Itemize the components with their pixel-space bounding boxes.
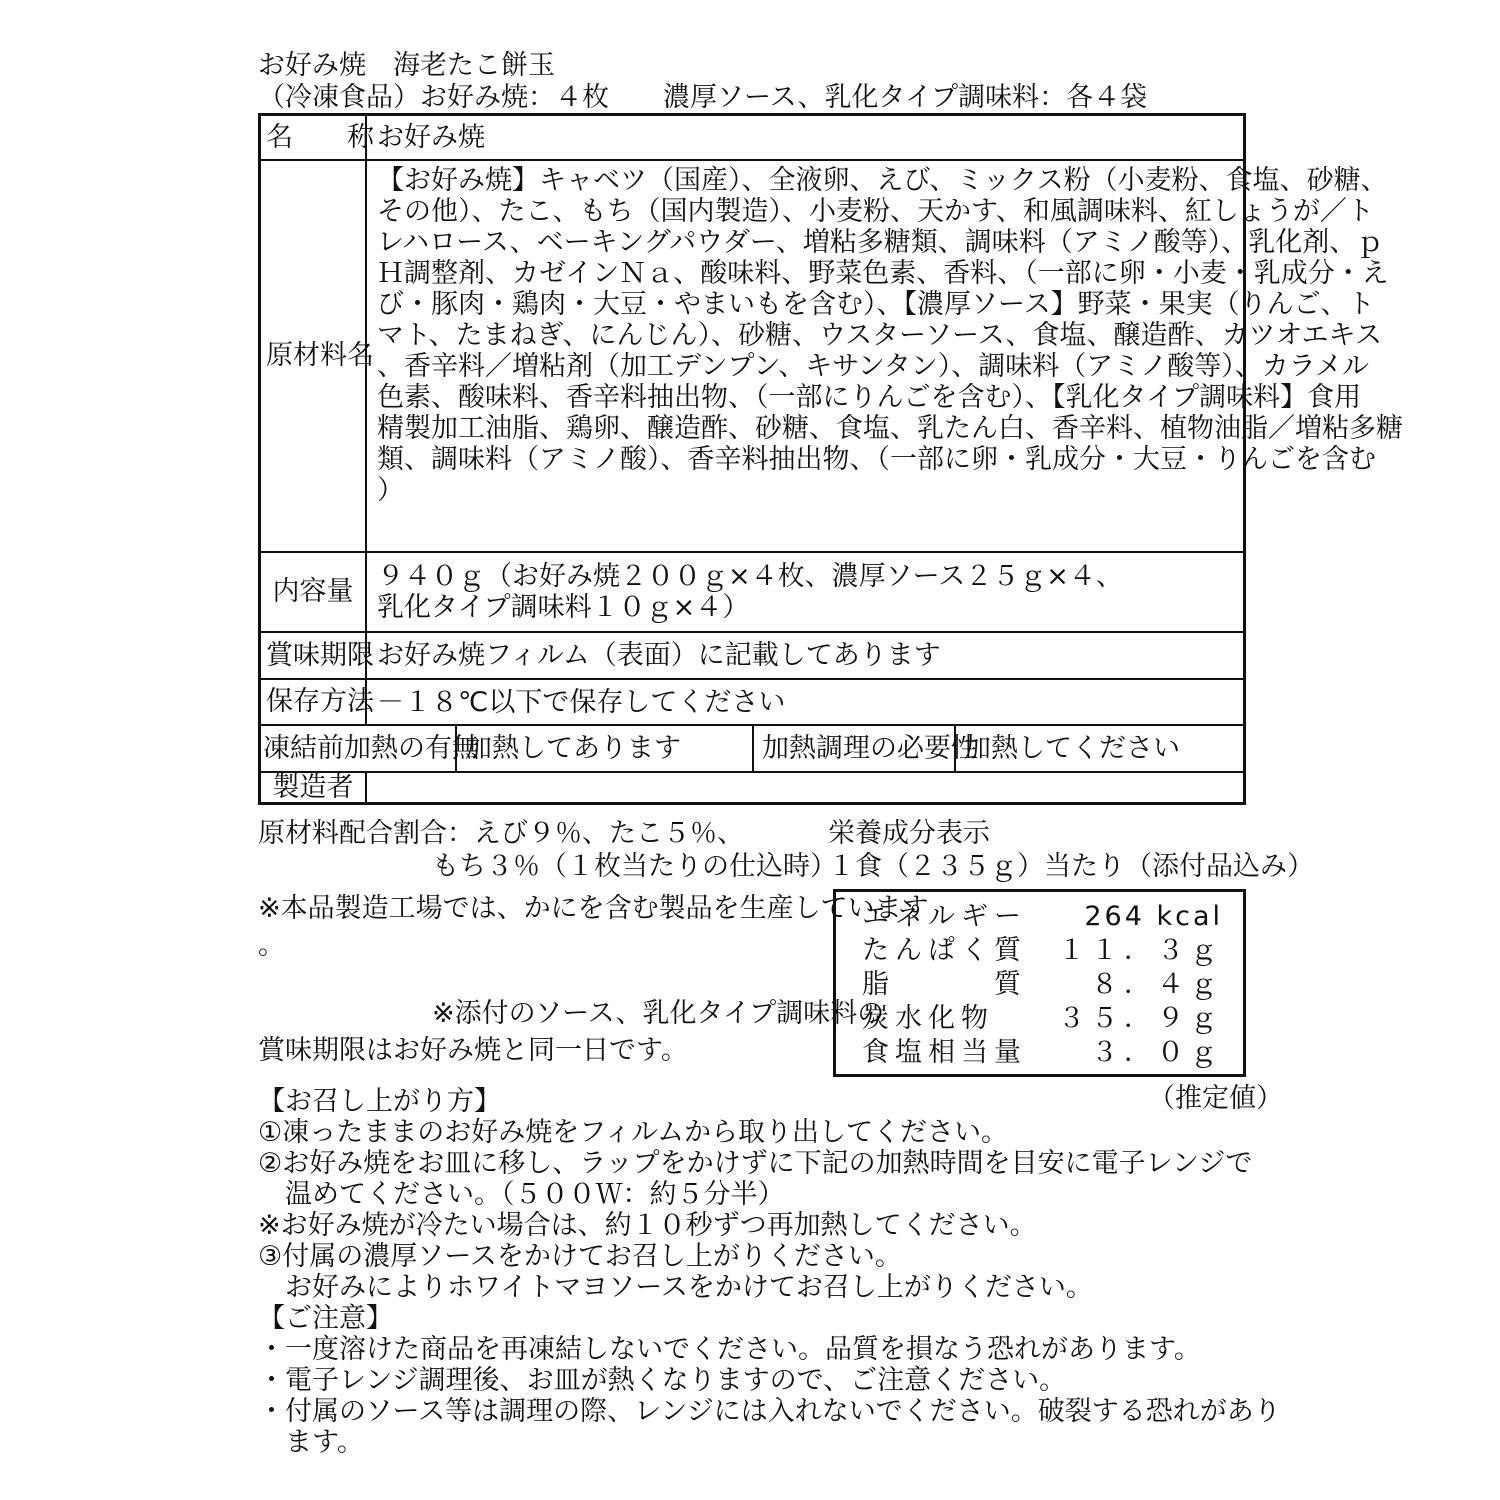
row-best-before (261, 633, 1243, 680)
nutrient-name: 食塩相当量 (862, 1037, 1027, 1068)
row-contents (261, 553, 1243, 633)
label-storage: 保存方法 (261, 680, 367, 724)
nutrient-value: 264 kcal (1084, 901, 1223, 932)
ratio-line-2: もち３％（１枚当たりの仕込時） (432, 851, 837, 882)
caution-item: ・電子レンジ調理後、お皿が熱くなりますので、ご注意ください。 (258, 1365, 1067, 1396)
notice-crab-line-2: 。 (258, 930, 285, 961)
value-ingredients: 【お好み焼】キャベツ（国産）、全液卵、えび、ミックス粉（小麦粉、食塩、砂糖、 その他）、たこ、もち（国内製造）、小麦粉、天かす、和風調味料、紅しょうが／ト レハロース、ベーキングパウダー、増粘多糖類、調味料（アミノ酸等）、乳化剤、ｐ Ｈ調整剤、カゼインＮａ、酸味料、野菜色素、香料、（一部に卵・小麦・乳成分・え び・豚肉・鶏肉・大豆・やまいもを含む）、【濃厚ソース】野菜・果実（りんご、ト マト、たまねぎ、にんじん）、砂糖、ウスターソース、食塩、醸造酢、カツオエキス 、香辛料／増粘剤（加工デンプン、キサンタン）、調味料（アミノ酸等）、カラメル 色素、酸味料、香辛料抽出物、（一部にりんごを含む）、【乳化タイプ調味料】食用 精製加工油脂、鶏卵、醸造酢、砂糖、食塩、乳たん白、香辛料、植物油脂／増粘多糖 類、調味料（アミノ酸）、香辛料抽出物、（一部に卵・乳成分・大豆・りんごを含む ） (377, 165, 1403, 506)
row-storage (261, 680, 1243, 726)
product-info-table (258, 113, 1403, 805)
caution-item: ます。 (258, 1427, 364, 1458)
nutrition-row (862, 1036, 1223, 1070)
notice-sauce-line-1: ※添付のソース、乳化タイプ調味料の (432, 998, 885, 1029)
nutrient-name: たんぱく質 (862, 935, 1027, 966)
caution-heading: 【ご注意】 (258, 1303, 393, 1334)
label-best-before: 賞味期限 (261, 633, 367, 678)
product-title-block (258, 50, 1147, 114)
howto-step: 温めてください。（５００Ｗ：約５分半） (258, 1179, 785, 1210)
notice-crab-line-1: ※本品製造工場では、かにを含む製品を生産しています (258, 893, 929, 924)
row-name (261, 116, 1243, 161)
caution-section (258, 1303, 1281, 1458)
nutrition-table (833, 889, 1246, 1077)
nutrition-heading: 栄養成分表示 (828, 818, 990, 849)
value-best-before: お好み焼フィルム（表面）に記載してあります (377, 640, 941, 671)
nutrition-row (862, 1002, 1223, 1036)
nutrition-row (862, 900, 1223, 934)
row-heating (261, 726, 1243, 773)
howto-step: お好みによりホワイトマヨソースをかけてお召し上がりください。 (258, 1272, 1093, 1303)
value-cooking-required: 加熱してください (964, 732, 1180, 764)
nutrient-value: ３５．９ｇ (1058, 1003, 1223, 1034)
nutrient-value: ８．４ｇ (1091, 969, 1223, 1000)
label-name: 名 称 (261, 116, 367, 159)
nutrition-row (862, 968, 1223, 1002)
label-maker: 製造者 (261, 773, 367, 802)
value-pre-freeze-heating: 加熱してあります (457, 726, 754, 771)
row-maker (261, 773, 1243, 802)
value-name: お好み焼 (377, 122, 485, 153)
product-title: お好み焼 海老たこ餅玉 (258, 50, 555, 81)
label-pre-freeze-heating: 凍結前加熱の有無 (261, 726, 457, 771)
value-maker (367, 773, 1243, 802)
value-contents: ９４０ｇ（お好み焼２００ｇ×４枚、濃厚ソース２５ｇ×４、 乳化タイプ調味料１０ｇ×４） (377, 561, 1123, 623)
value-storage: －１８℃以下で保存してください (377, 686, 786, 718)
howto-step: ②お好み焼をお皿に移し、ラップをかけずに下記の加熱時間を目安に電子レンジで (258, 1148, 1253, 1179)
ratio-line-1: 原材料配合割合：えび９％、たこ５％、 (258, 818, 744, 849)
notice-sauce-line-2: 賞味期限はお好み焼と同一日です。 (258, 1035, 688, 1066)
row-ingredients (261, 161, 1403, 553)
howto-step: ※お好み焼が冷たい場合は、約１０秒ずつ再加熱してください。 (258, 1210, 1037, 1241)
nutrient-name: 炭水化物 (862, 1003, 994, 1034)
label-contents: 内容量 (261, 553, 367, 631)
caution-item: ・付属のソース等は調理の際、レンジには入れないでください。破裂する恐れがあり (258, 1396, 1281, 1427)
product-summary: （冷凍食品）お好み焼：４枚 濃厚ソース、乳化タイプ調味料：各４袋 (258, 82, 1148, 113)
nutrient-value: ３．０ｇ (1091, 1037, 1223, 1068)
nutrient-name: 脂 質 (862, 969, 1027, 1000)
caution-item: ・一度溶けた商品を再凍結しないでください。品質を損なう恐れがあります。 (258, 1334, 1201, 1365)
howto-step: ③付属の濃厚ソースをかけてお召し上がりください。 (258, 1241, 902, 1272)
howto-step: ①凍ったままのお好み焼をフィルムから取り出してください。 (258, 1117, 1008, 1148)
howto-heading: 【お召し上がり方】 (258, 1086, 501, 1117)
nutrition-estimate-note: （推定値） (1148, 1083, 1283, 1114)
howto-section (258, 1086, 1252, 1303)
nutrition-per-serving: １食（２３５ｇ）当たり（添付品込み） (828, 851, 1314, 882)
nutrient-value: １１．３ｇ (1058, 935, 1223, 966)
nutrient-name: エネルギー (862, 901, 1027, 932)
nutrition-row (862, 934, 1223, 968)
label-ingredients: 原材料名 (261, 161, 367, 551)
label-cooking-required: 加熱調理の必要性 (754, 726, 956, 771)
